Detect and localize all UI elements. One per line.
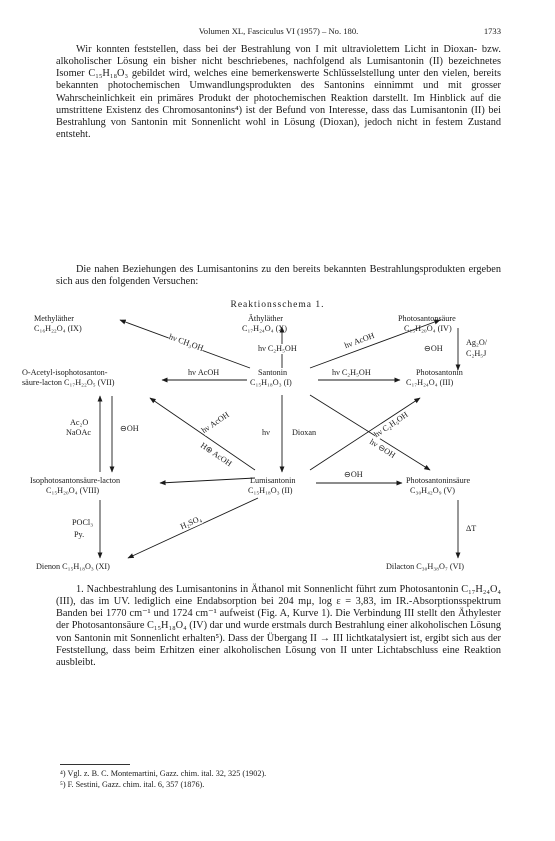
node-x-formula: C₁₇H₂₄O₄ (X) (242, 324, 287, 333)
paragraph-relations: Die nahen Beziehungen des Lumisantonins zu den bereits bekannten Bestrahlungsprodukten ergeben sich aus den folgenden Versuchen: (56, 264, 501, 288)
label-c2h5j: C₂H₅J (466, 349, 487, 358)
running-title: Volumen XL, Fasciculus VI (1957) – No. 180. (198, 26, 359, 36)
node-iii-formula: C₁₇H₂₄O₄ (III) (406, 378, 454, 387)
page-number: 1733 (483, 26, 501, 36)
node-vii-name: O-Acetyl-isophotosanton- (22, 368, 108, 377)
label-hv-c2h5oh-diag: hν C₂H₅OH (372, 410, 410, 440)
node-v-name: Photosantoninsäure (406, 476, 471, 485)
node-iii-name: Photosantonin (416, 368, 463, 377)
label-h-acoh: H⊕ AcOH (198, 440, 234, 469)
label-hv-acoh-up: hν AcOH (343, 330, 376, 351)
running-header (56, 26, 501, 40)
label-dioxan: Dioxan (292, 428, 317, 437)
label-ag2o: Ag₂O/ (466, 338, 488, 347)
node-viii-formula: C₁₅H₂₀O₄ (VIII) (46, 486, 100, 495)
arrow-ii-to-vii (150, 398, 255, 470)
node-iv-formula: C₁₅H₂₀O₄ (IV) (404, 324, 452, 333)
node-vii-formula: säure-lacton C₁₇H₂₂O₅ (VII) (22, 378, 115, 387)
node-ix-formula: C₁₆H₂₂O₄ (IX) (34, 324, 82, 333)
label-hv-acoh-diag: hν AcOH (199, 410, 231, 436)
label-hv-oh-diag: hν ⊖OH (368, 437, 398, 460)
node-x-name: Äthyläther (248, 314, 284, 323)
node-iv-name: Photosantonsäure (398, 314, 456, 323)
scheme-title: Reaktionsschema 1. (230, 300, 325, 310)
node-i-name: Santonin (258, 368, 288, 377)
label-py: Py. (74, 530, 85, 539)
node-ii-name: Lumisantonin (250, 476, 296, 485)
footnotes (60, 768, 500, 790)
node-viii-name: Isophotosantonsäure-lacton (30, 476, 121, 485)
label-hv-dioxan: hν (262, 428, 270, 437)
arrow-ii-to-xi (128, 498, 258, 558)
reaction-scheme (0, 300, 555, 580)
label-pocl3: POCl₃ (72, 518, 94, 527)
arrow-ii-to-viii (160, 478, 255, 483)
arrow-ii-to-iii (310, 398, 420, 470)
node-vi: Dilacton C₃₀H₃₈O₇ (VI) (386, 562, 464, 571)
node-v-formula: C₃₀H₄₂O₉ (V) (410, 486, 455, 495)
node-xi: Dienon C₁₅H₁₈O₃ (XI) (36, 562, 110, 571)
node-i-formula: C₁₅H₁₈O₃ (I) (250, 378, 292, 387)
paragraph-point-1: 1. Nachbestrahlung des Lumisantonins in Äthanol mit Sonnenlicht führt zum Photosantonin C₁₇H₂₄O₄ (III), das im UV. lediglich eine Endabsorption bei 204 mμ, log ε = 3,83, im IR.-Absorptionsspektrum Banden bei 1770 cm⁻¹ und 1724 cm⁻¹ aufweist (Fig. A, Kurve 1). Die Verbindung III stellt den Äthylester der Photosantonsäure C₁₅H₁₈O₄ (IV) dar und wurde erstmals durch Bestrahlung einer alkoholischen Lösung von Santonin mit Sonnenlicht erhalten⁵). Dass der Übergang II → III lichtkatalysiert ist, ergibt sich aus der Feststellung, dass beim Erhitzen einer alkoholischen Lösung von II unter Lichtabschluss eine Reaktion ausbleibt. (56, 584, 501, 668)
label-h2so4: H₂SO₄ (178, 513, 203, 532)
label-oh-ii-v: ⊖OH (344, 470, 363, 479)
paragraph-intro: Wir konnten feststellen, dass bei der Bestrahlung von I mit ultraviolettem Licht in Dioxan- bzw. alkoholischer Lösung ein bisher nicht beschriebenes, nachfolgend als Lumisantonin (II) bezeichnetes Isomer C₁₅H₁₈O₃ gebildet wird, welches eine bemerkenswerte Schlüsselstellung unter den vielen, bereits bekannten photochemischen Umwandlungsprodukten des Santonins einnimmt und mit grosser Wahrscheinlichkeit ein primäres Produkt der photochemischen Reaktion darstellt. Im Hinblick auf die umstrittene Existenz des Chromosantonins⁴) ist der Befund von Interesse, dass das Lumisantonin (II) bei Bestrahlung von Santonin mit Sonnenlicht wohl in Lösung (Dioxan), jedoch nicht in festem Zustand entsteht. (56, 44, 501, 141)
label-oh-vii-viii: ⊖OH (120, 424, 139, 433)
label-hv-c2h5oh-right: hν C₂H₅OH (332, 368, 371, 377)
node-ix-name: Methyläther (34, 314, 75, 323)
footnote-4: ⁴) Vgl. z. B. C. Montemartini, Gazz. chim. ital. 32, 325 (1902). (60, 769, 267, 778)
label-hv-c2h5oh-up: hν C₂H₅OH (258, 344, 297, 353)
label-hv-ch3oh: hν CH₃OH (167, 332, 205, 353)
label-naoac: NaOAc (66, 428, 92, 437)
label-delta-t: ΔT (466, 524, 477, 533)
label-hv-acoh-left: hν AcOH (188, 368, 220, 377)
footnote-5: ⁵) F. Sestini, Gazz. chim. ital. 6, 357 (1876). (60, 780, 205, 789)
footnote-rule (60, 764, 130, 765)
label-ac2o: Ac₂O (70, 418, 89, 427)
label-oh-iv-iii: ⊖OH (424, 344, 443, 353)
node-ii-formula: C₁₅H₁₈O₃ (II) (248, 486, 293, 495)
